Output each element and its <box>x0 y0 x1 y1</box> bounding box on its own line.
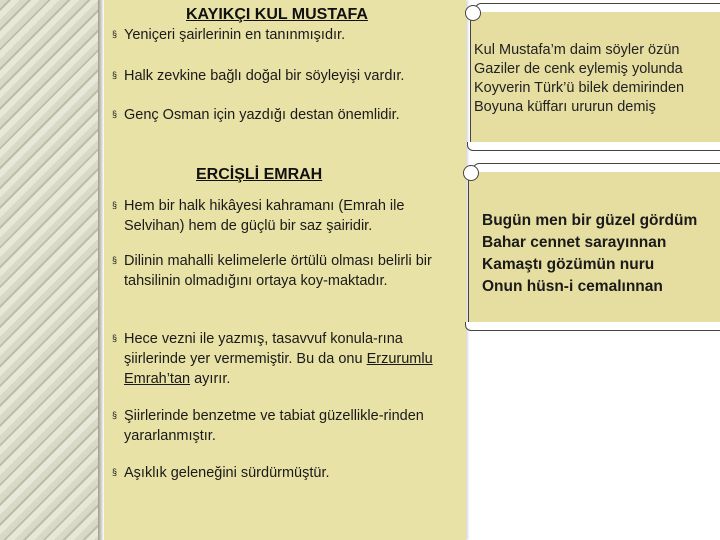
section-title-kul-mustafa: KAYIKÇI KUL MUSTAFA <box>186 6 368 23</box>
poem-line: Gaziler de cenk eylemiş yolunda <box>474 61 683 77</box>
bullet-item <box>112 328 462 389</box>
section-title-emrah: ERCİŞLİ EMRAH <box>196 166 323 183</box>
poem-line: Kul Mustafa’m daim söyler özün <box>474 42 680 58</box>
scroll-top-roll <box>473 163 720 172</box>
scroll-top-roll <box>475 3 720 12</box>
bullet-icon: § <box>112 410 118 420</box>
bullet-text: ayırır. <box>190 371 231 387</box>
bullet-item <box>112 104 474 125</box>
bullet-text: Genç Osman için yazdığı destan önemlidir. <box>124 107 400 123</box>
scroll-bottom-roll <box>467 142 720 151</box>
poem-line: Boyuna küffarı ururun demiş <box>474 99 656 115</box>
bullet-text: Şiirlerinde benzetme ve tabiat güzellikle-rinden yararlanmıştır. <box>124 408 424 444</box>
poem-line: Onun hüsn-i cemalınnan <box>482 278 663 295</box>
poem-kul-mustafa <box>474 41 720 117</box>
scroll-curl-icon <box>465 5 481 21</box>
bullet-item <box>112 195 454 236</box>
bullet-icon: § <box>112 109 118 119</box>
poem-line: Koyverin Türk’ü bilek demirinden <box>474 80 685 96</box>
bullet-text: Hece vezni ile yazmış, tasavvuf konula-rına şiirlerinde yer vermemiştir. Bu da onu <box>124 331 403 367</box>
scroll-curl-icon <box>463 165 479 181</box>
bullet-item <box>112 65 482 86</box>
bullet-icon: § <box>112 467 118 477</box>
poem-line: Kamaştı gözümün nuru <box>482 256 655 273</box>
bullet-icon: § <box>112 200 118 210</box>
bullet-item <box>112 24 474 45</box>
bullet-icon: § <box>112 29 118 39</box>
bullet-icon: § <box>112 255 118 265</box>
binder-strip <box>0 0 108 540</box>
bullet-icon: § <box>112 70 118 80</box>
poem-emrah <box>482 210 720 298</box>
bullet-text: Hem bir halk hikâyesi kahramanı (Emrah ile Selvihan) hem de güçlü bir saz şairidir. <box>124 198 405 234</box>
bullet-item <box>112 405 454 446</box>
content-panel <box>104 0 466 540</box>
poem-line: Bahar cennet sarayınnan <box>482 234 667 251</box>
emphasized-name: Erzurumlu Emrah’tan <box>124 351 433 387</box>
poem-line: Bugün men bir güzel gördüm <box>482 212 698 229</box>
bullet-item <box>112 250 454 291</box>
bullet-item <box>112 462 454 483</box>
bullet-text: Halk zevkine bağlı doğal bir söyleyişi vardır. <box>124 68 405 84</box>
bullet-icon: § <box>112 333 118 343</box>
bullet-text: Aşıklık geleneğini sürdürmüştür. <box>124 465 330 481</box>
scroll-bottom-roll <box>465 322 720 331</box>
bullet-text: Dilinin mahalli kelimelerle örtülü olması belirli bir tahsilinin olmadığını ortaya koy-maktadır. <box>124 253 432 289</box>
bullet-text: Yeniçeri şairlerinin en tanınmışıdır. <box>124 27 346 43</box>
